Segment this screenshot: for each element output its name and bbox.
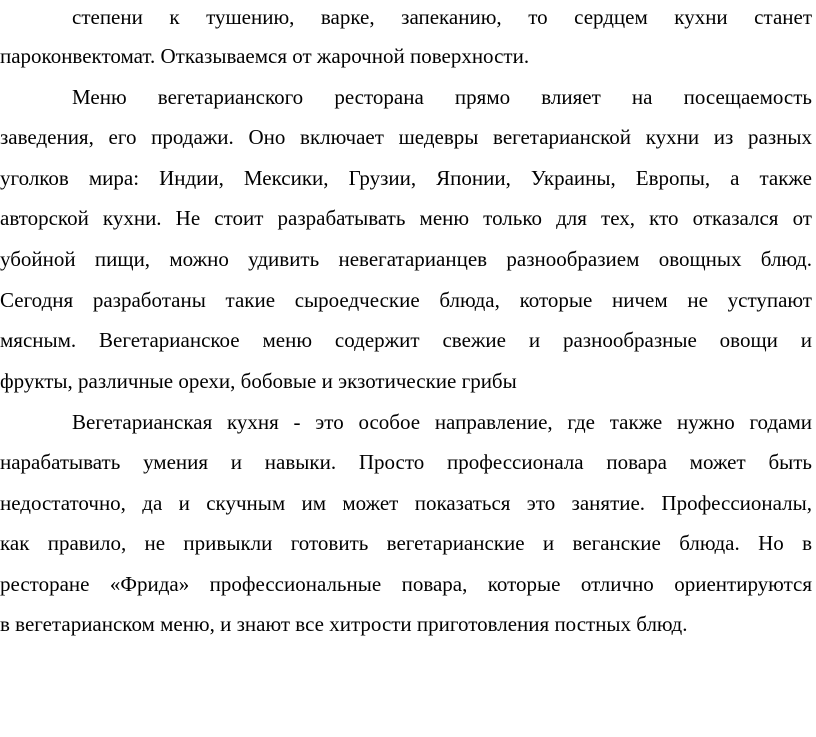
text-line: степени к тушению, варке, запеканию, то сердцем кухни станет: [72, 5, 812, 29]
text-line: нарабатывать умения и навыки. Просто профессионала повара может быть: [0, 450, 812, 474]
text-line: мясным. Вегетарианское меню содержит свежие и разнообразные овощи и: [0, 328, 812, 352]
text-line: авторской кухни. Не стоит разрабатывать меню только для тех, кто отказался от: [0, 206, 812, 230]
text-line: ресторане «Фрида» профессиональные повара, которые отлично ориентируются: [0, 572, 812, 596]
text-line: убойной пищи, можно удивить невегатарианцев разнообразием овощных блюд.: [0, 247, 812, 271]
text-line: заведения, его продажи. Оно включает шедевры вегетарианской кухни из разных: [0, 125, 812, 149]
text-line: уголков мира: Индии, Мексики, Грузии, Японии, Украины, Европы, а также: [0, 166, 812, 190]
text-line: недостаточно, да и скучным им может показаться это занятие. Профессионалы,: [0, 491, 812, 515]
text-line: Сегодня разработаны такие сыроедческие блюда, которые ничем не уступают: [0, 288, 812, 312]
text-line: фрукты, различные орехи, бобовые и экзотические грибы: [0, 369, 517, 393]
text-line: как правило, не привыкли готовить вегетарианские и веганские блюда. Но в: [0, 531, 812, 555]
text-line: пароконвектомат. Отказываемся от жарочной поверхности.: [0, 44, 530, 68]
text-line: в вегетарианском меню, и знают все хитрости приготовления постных блюд.: [0, 612, 688, 636]
text-line: Вегетарианская кухня - это особое направление, где также нужно годами: [72, 410, 812, 434]
text-line: Меню вегетарианского ресторана прямо влияет на посещаемость: [72, 85, 812, 109]
